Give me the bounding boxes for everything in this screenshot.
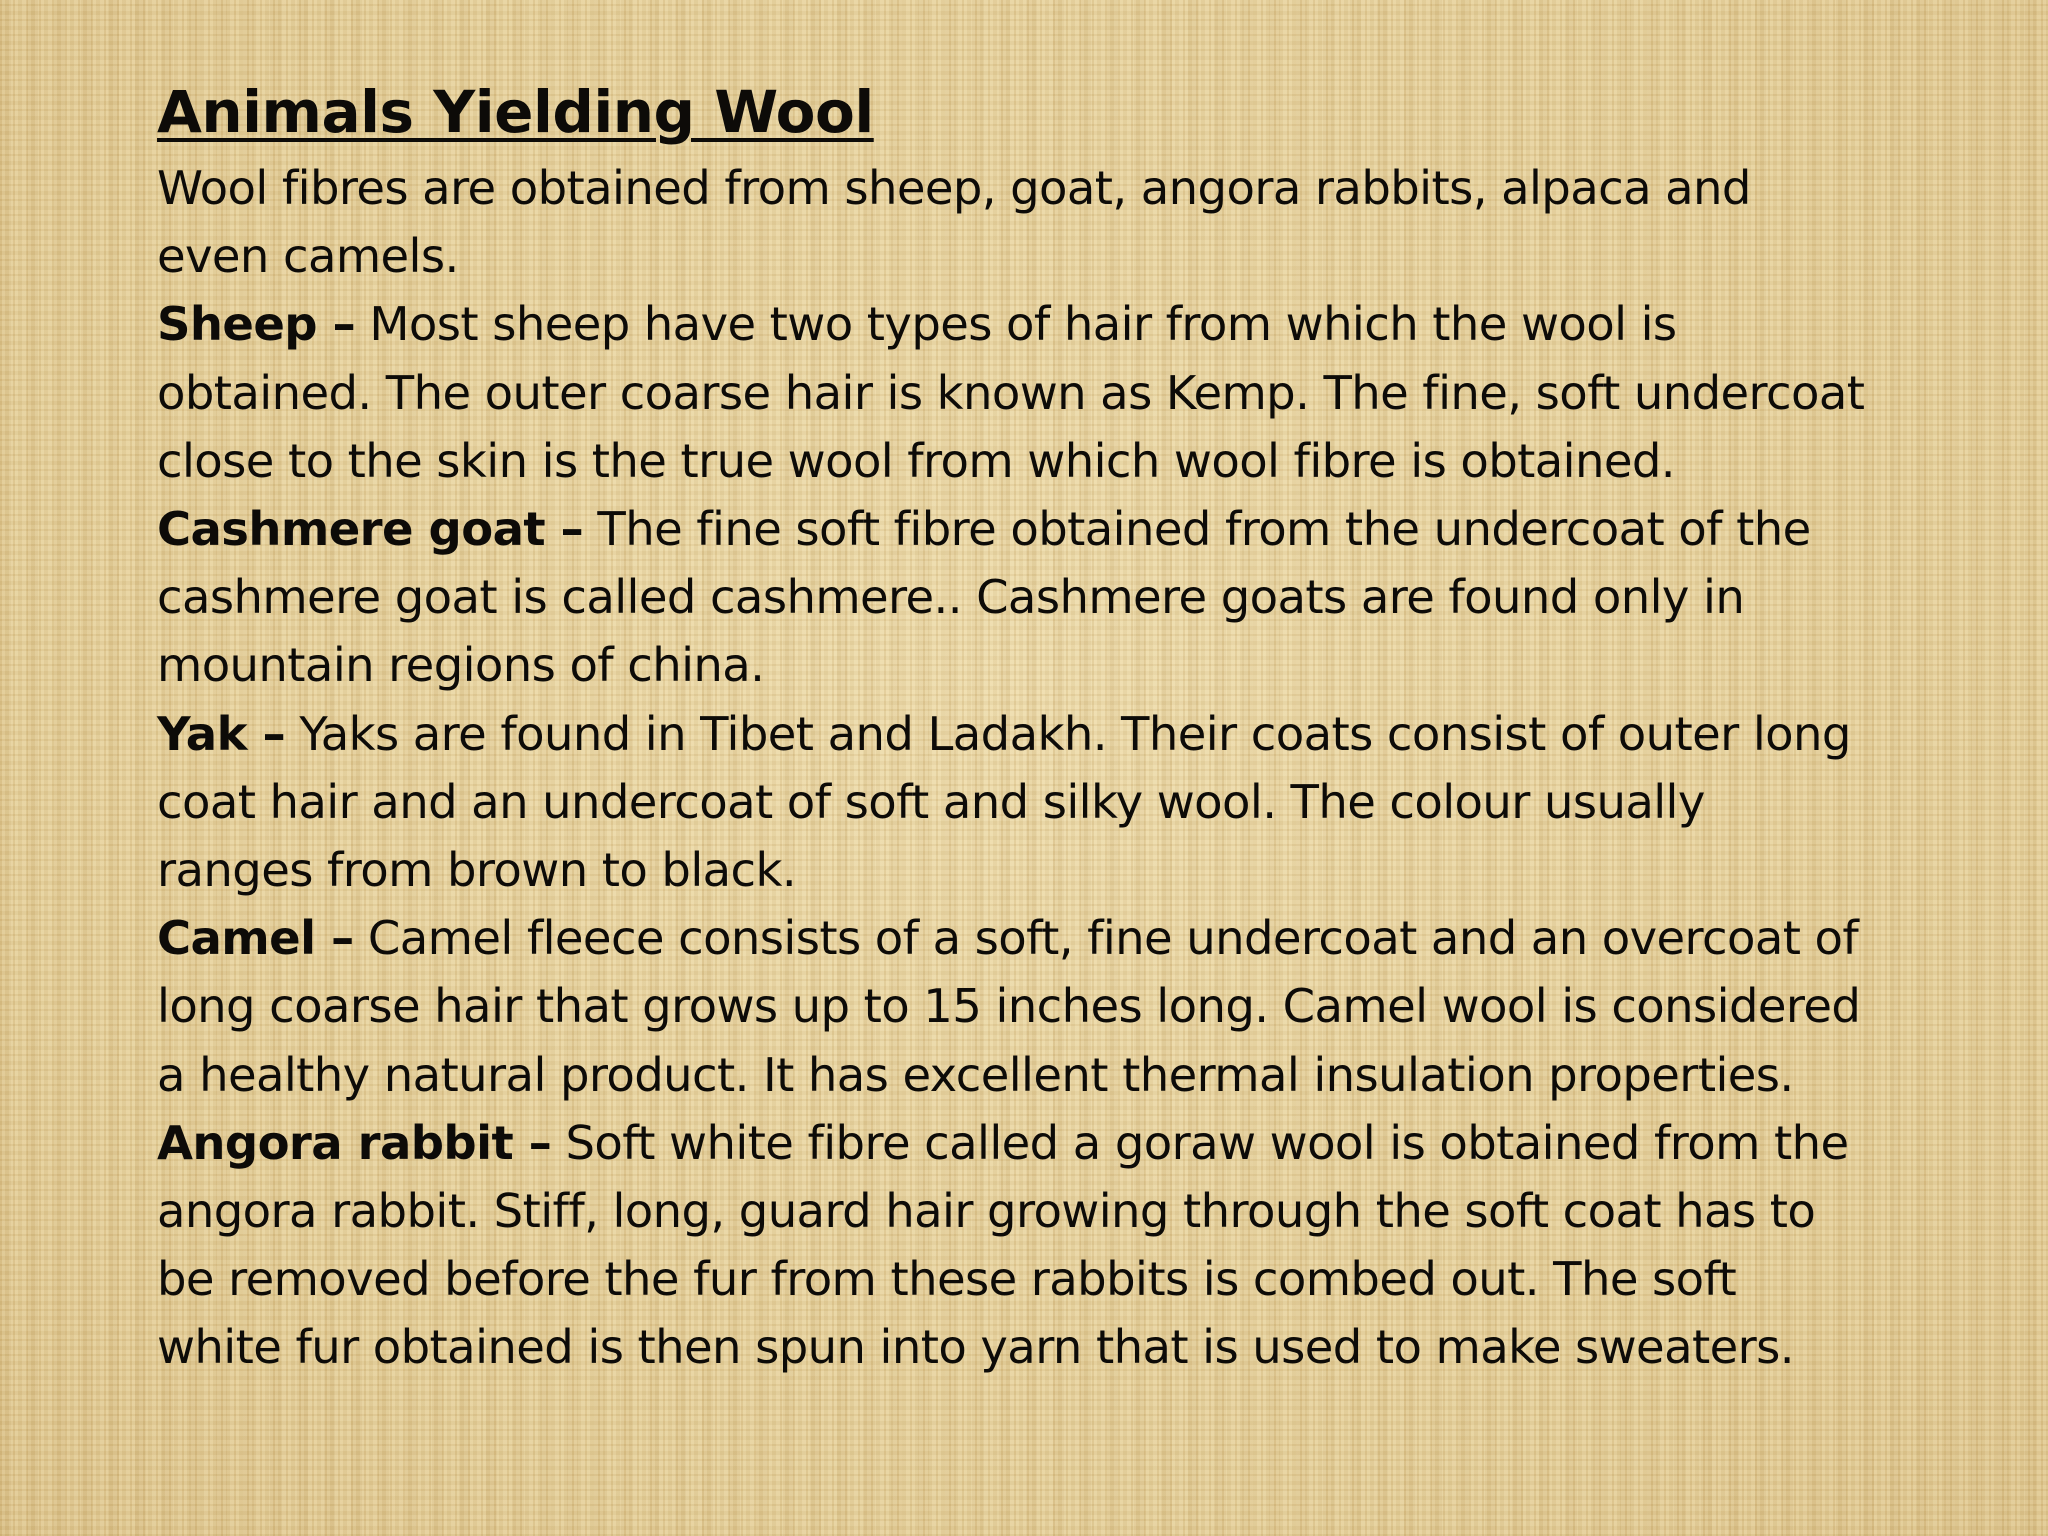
text-line: be removed before the fur from these rabbits is combed out. The soft [157,1252,1737,1307]
text-line [157,1109,1957,1177]
text-line: long coarse hair that grows up to 15 inches long. Camel wool is considered [157,979,1861,1034]
sheep-paragraph [157,290,1957,495]
text-line: Wool fibres are obtained from sheep, goat, angora rabbits, alpaca and [157,161,1751,215]
text-line: coat hair and an undercoat of soft and silky wool. The colour usually [157,774,1705,829]
angora-rabbit-paragraph [157,1109,1957,1382]
text-run: Yaks are found in Tibet and Ladakh. Their coats consist of outer long [285,706,1851,761]
text-line [157,495,1957,563]
text-line: even camels. [157,229,459,284]
text-line: cashmere goat is called cashmere.. Cashmere goats are found only in [157,570,1745,625]
text-line [157,700,1957,768]
text-line: obtained. The outer coarse hair is known as Kemp. The fine, soft undercoat [157,365,1865,420]
sheep-term: Sheep – [157,297,356,352]
angora-rabbit-term: Angora rabbit – [157,1115,552,1170]
cashmere-goat-paragraph [157,495,1957,700]
text-run: Camel fleece consists of a soft, fine undercoat and an overcoat of [353,911,1859,966]
text-line: mountain regions of china. [157,638,765,693]
slide-title: Animals Yielding Wool [157,78,874,146]
yak-paragraph [157,700,1957,905]
text-line: a healthy natural product. It has excellent thermal insulation properties. [157,1047,1794,1102]
text-line [157,904,1957,972]
slide-content [157,70,1957,1382]
text-run: Soft white fibre called a goraw wool is obtained from the [551,1115,1849,1170]
camel-paragraph [157,904,1957,1109]
text-line: ranges from brown to black. [157,843,797,898]
text-line: angora rabbit. Stiff, long, guard hair growing through the soft coat has to [157,1184,1816,1239]
cashmere-goat-term: Cashmere goat – [157,502,584,557]
intro-paragraph [157,154,1957,290]
slide-body [157,154,1957,1382]
text-line [157,290,1957,358]
text-line: close to the skin is the true wool from which wool fibre is obtained. [157,433,1675,488]
yak-term: Yak – [157,706,286,761]
camel-term: Camel – [157,911,354,966]
text-run: Most sheep have two types of hair from which the wool is [355,297,1677,352]
text-run: The fine soft fibre obtained from the undercoat of the [583,502,1811,557]
text-line: white fur obtained is then spun into yarn that is used to make sweaters. [157,1320,1794,1375]
